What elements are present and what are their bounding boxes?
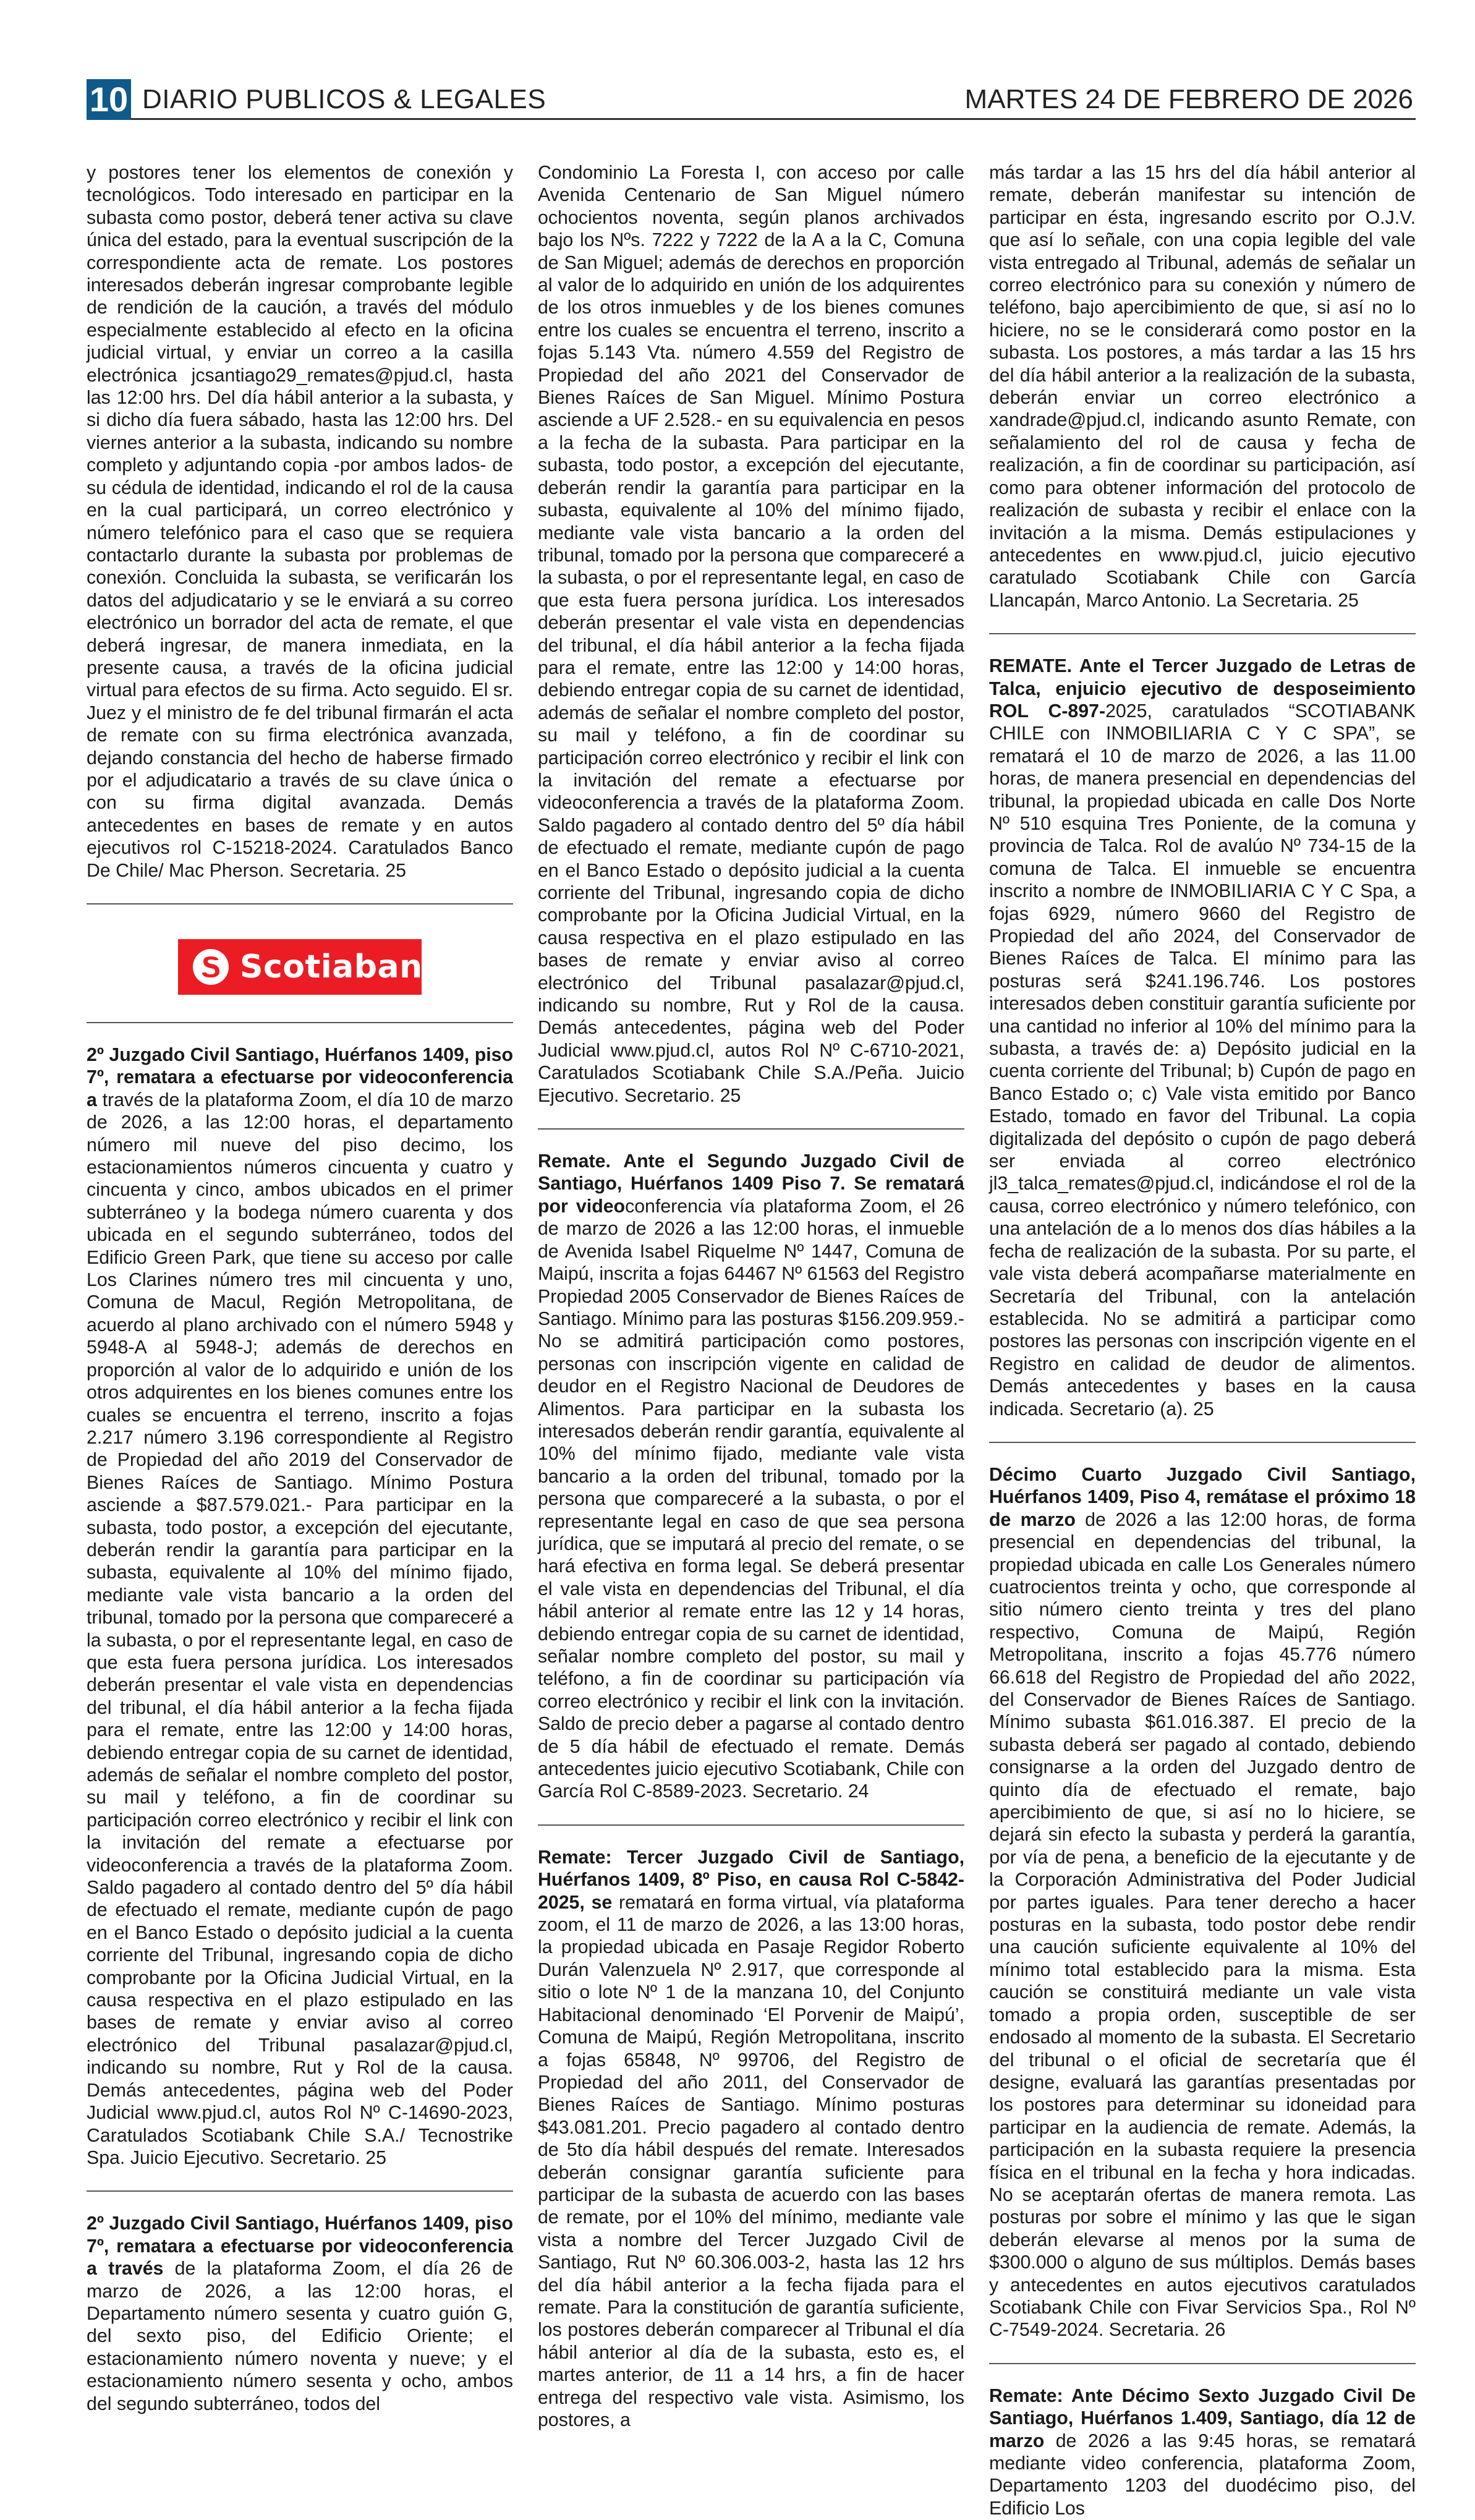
notice-item [87, 2213, 513, 2416]
scotiabank-s-icon [192, 948, 230, 986]
notice-item [989, 655, 1416, 1421]
scotiabank-logo-area [87, 926, 513, 1018]
notice-body: 2025, caratulados “SCOTIABANK CHILE con INMOBILIARIA C Y C SPA”, se rematará el 10 de marzo de 2026, a las 11.00 horas, de manera presencial en dependencias del tribunal, la propiedad ubicada en calle Dos Norte Nº 510 esquina Tres Poniente, de la comuna y provincia de Talca. Rol de avalúo Nº 734-15 de la comuna de Talca. El inmueble se encuentra inscrito a nombre de INMOBILIARIA C Y C Spa, a fojas 6929, número 9660 del Registro de Propiedad del año 2024, del Conservador de Bienes Raíces de Talca. El mínimo para las posturas será $241.196.746. Los postores interesados deben constituir garantía suficiente por una cantidad no inferior al 10% del mínimo para la subasta, a través de: a) Depósito judicial en la cuenta corriente del Tribunal; b) Cupón de pago en Banco Estado o; c) Vale vista emitido por Banco Estado, tomado en favor del Tribunal. La copia digitalizada del depósito o cupón de pago deberá ser enviada al correo electrónico jl3_talca_remates@pjud.cl, indicándose el rol de la causa, correo electrónico y número telefónico, con una antelación de a lo menos dos días hábiles a la fecha de realización de la subasta. Por su parte, el vale vista deberá acompañarse materialmente en Secretaría del Tribunal, con la antelación establecida. No se admitirá a participar como postores las personas con inscripción vigente en el Registro en calidad de deudor de alimentos. Demás antecedentes y bases en la causa indicada. Secretario (a). 25 [989, 700, 1416, 1420]
notice-divider [538, 1128, 964, 1130]
notice-body: conferencia vía plataforma Zoom, el 26 de marzo de 2026 a las 12:00 horas, el inmueble de Avenida Isabel Riquelme Nº 1447, Comuna de Maipú, inscrita a fojas 64467 Nº 61563 del Registro Propiedad 2005 Conservador de Bienes Raíces de Santiago. Mínimo para las posturas $156.209.959.- No se admitirá participación como postores, personas con inscripción vigente en calidad de deudor en el Registro Nacional de Deudores de Alimentos. Para participar en la subasta los interesados deberán rendir garantía, equivalente al 10% del mínimo fijado, mediante vale vista bancario a la orden del tribunal, tomado por la persona que compareceré a la subasta, o por el representante legal en caso de que sea persona jurídica, que se imputará al precio del remate, o se hará efectiva en forma legal. Se deberá presentar el vale vista en dependencias del Tribunal, el día hábil anterior al remate entre las 12 y 14 horas, debiendo entregar copia de su carnet de identidad, señalar nombre completo del postor, su mail y teléfono, a fin de coordinar su participación vía correo electrónico y recibir el link con la invitación. Saldo de precio deber a pagarse al contado dentro de 5 día hábil de efectuado el remate. Demás antecedentes juicio ejecutivo Scotiabank, Chile con García Rol C-8589-2023. Secretario. 24 [538, 1196, 964, 1802]
notice-heading: REMATE. Ante el Tercer Juzgado de Letras de Talca, enjuicio ejecutivo de desposeimiento ROL C-897- [989, 656, 1416, 722]
notice-divider [989, 633, 1416, 634]
notice-item [989, 2385, 1416, 2520]
notice-heading: Décimo Cuarto Juzgado Civil Santiago, Huérfanos 1409, Piso 4, remátase el próximo 18 de marzo [989, 1464, 1416, 1530]
notice-divider [989, 2363, 1416, 2364]
notice-body: rematará en forma virtual, vía plataforma zoom, el 11 de marzo de 2026, a las 13:00 horas, la propiedad ubicada en Pasaje Regidor Roberto Durán Valenzuela Nº 2.917, que corresponde al sitio o lote Nº 1 de la manzana 10, del Conjunto Habitacional denominado ‘El Porvenir de Maipú’, Comuna de Maipú, Región Metropolitana, inscrito a fojas 65848, Nº 99706, del Registro de Propiedad del año 2011, del Conservador de Bienes Raíces de Santiago. Mínimo posturas $43.081.201. Precio pagadero al contado dentro de 5to día hábil después del remate. Interesados deberán consignar garantía suficiente para participar de la subasta de acuerdo con las bases de remate, por el 10% del mínimo, mediante vale vista a nombre del Tercer Juzgado Civil de Santiago, Rut Nº 60.306.003-2, hasta las 12 hrs del día hábil anterior a la fecha fijada para el remate. Para la constitución de garantía suficiente, los postores deberán comparecer al Tribunal el día hábil anterior al día de la subasta, esto es, el martes anterior, de 11 a 14 hrs, a fin de hacer entrega del respectivo vale vista. Asimismo, los postores, a [538, 1892, 965, 2430]
notice-divider [989, 1442, 1416, 1443]
notice-heading: Remate: Ante Décimo Sexto Juzgado Civil De Santiago, Huérfanos 1.409, Santiago, día 12 de marzo [989, 2385, 1416, 2451]
notice-continuation: más tardar a las 15 hrs del día hábil anterior al remate, deberán manifestar su intención de participar en ésta, ingresando escrito por O.J.V. que así lo señale, con una copia legible del vale vista entregado al Tribunal, además de señalar un correo electrónico para su conexión y número de teléfono, bajo apercibimiento de que, si así no lo hiciere, no se le considerará como postor en la subasta. Los postores, a más tardar a las 15 hrs del día hábil anterior a la realización de la subasta, deberán enviar un correo electrónico a xandrade@pjud.cl, indicando asunto Remate, con señalamiento del rol de causa y fecha de realización, a fin de coordinar su participación, así como para obtener información del protocolo de realización de subasta y recibir el enlace con la invitación a la misma. Demás estipulaciones y antecedentes en www.pjud.cl, juicio ejecutivo caratulado Scotiabank Chile con García Llancapán, Marco Antonio. La Secretaria. 25 [989, 163, 1416, 611]
notice-heading: Remate: Tercer Juzgado Civil de Santiago, Huérfanos 1409, 8º Piso, en causa Rol C-5842-2025, se [538, 1847, 964, 1913]
logo-wordmark: Scotiabank [240, 948, 444, 985]
notice-heading: Remate. Ante el Segundo Juzgado Civil de Santiago, Huérfanos 1409 Piso 7. Se rematará por video [538, 1151, 964, 1217]
notice-body: de 2026 a las 12:00 horas, de forma presencial en dependencias del tribunal, la propiedad ubicada en calle Los Generales número cuatrocientos treinta y ocho, que corresponde al sitio número ciento treinta y tres del plano respectivo, Comuna de Maipú, Región Metropolitana, inscrito a fojas 45.776 número 66.618 del Registro de Propiedad del año 2022, del Conservador de Bienes Raíces de Santiago. Mínimo subasta $61.016.387. El precio de la subasta deberá ser pagado al contado, debiendo consignarse a la orden del Juzgado dentro de quinto día de efectuado el remate, bajo apercibimiento de que, si así no lo hiciere, se dejará sin efecto la subasta y perderá la garantía, por vía de pena, a beneficio de la ejecutante y de la Corporación Administrativa del Poder Judicial por partes iguales. Para tener derecho a hacer posturas en la subasta, todo postor debe rendir una caución suficiente equivalente al 10% del mínimo total establecido para la misma. Esta caución se constituirá mediante un vale vista tomado a propia orden, susceptible de ser endosado al momento de la subasta. El Secretario del tribunal o el oficial de secretaría que él designe, evaluará las garantías presentadas por los postores para determinar su idoneidad para participar en la audiencia de remate. Además, la participación en la subasta requiere la presencia física en el tribunal en la fecha y hora indicadas. No se aceptarán ofertas de manera remota. Las posturas por sobre el mínimo y las que le sigan deberán elevarse al menos por la suma de $300.000 o alguno de sus múltiplos. Demás bases y antecedentes en autos ejecutivos caratulados Scotiabank Chile con Fivar Servicios Spa., Rol Nº C-7549-2024. Secretaria. 26 [989, 1509, 1416, 2341]
notice-item [538, 1151, 964, 1803]
notice-body: de la plataforma Zoom, el día 26 de marzo de 2026, a las 12:00 horas, el Departamento número sesenta y cuatro guión G, del sexto piso, del Edificio Oriente; el estacionamiento número noventa y nueve; y el estacionamiento número sesenta y ocho, ambos del segundo subterráneo, todos del [87, 2258, 513, 2414]
notice-divider [538, 1824, 964, 1826]
notice-body: de 2026 a las 9:45 horas, se rematará mediante video conferencia, plataforma Zoom, Departamento 1203 del duodécimo piso, del Edificio Los [989, 2430, 1416, 2519]
publication-name: DIARIO PUBLICOS & LEGALES [142, 84, 546, 114]
notice-divider [87, 1022, 513, 1023]
notice-body: través de la plataforma Zoom, el día 10 de marzo de 2026, a las 12:00 horas, el departamento número mil nueve del piso decimo, los estacionamientos números cincuenta y cuatro y cincuenta y cinco, ambos ubicados en el primer subterráneo y la bodega número cuarenta y dos ubicada en el segundo subterráneo, todos del Edificio Green Park, que tiene su acceso por calle Los Clarines número tres mil cincuenta y uno, Comuna de Macul, Región Metropolitana, de acuerdo al plano archivado con el número 5948 y 5948-A al 5948-J; además de derechos en proporción al valor de lo adquirido e unión de los otros adquirentes en los bienes comunes entre los cuales se encuentra el terreno, inscrito a fojas 2.217 número 3.196 correspondiente al Registro de Propiedad del año 2019 del Conservador de Bienes Raíces de Santiago. Mínimo Postura asciende a $87.579.021.- Para participar en la subasta, todo postor, a excepción del ejecutante, deberán rendir la garantía para participar en la subasta, equivalente al 10% del mínimo fijado, mediante vale vista bancario a la orden del tribunal, tomado por la persona que compareceré a la subasta, o por el representante legal, en caso de que esta fuera persona jurídica. Los interesados deberán presentar el vale vista en dependencias del tribunal, el día hábil anterior a la fecha fijada para el remate, entre las 12:00 y 14:00 horas, debiendo entregar copia de su carnet de identidad, además de señalar el nombre completo del postor, su mail y teléfono, a fin de coordinar su participación correo electrónico y recibir el link con la invitación del remate a efectuarse por videoconferencia a través de la plataforma Zoom. Saldo pagadero al contado dentro del 5º día hábil de efectuado el remate, mediante cupón de pago en el Banco Estado o depósito judicial a la cuenta corriente del Tribunal, ingresando copia de dicho comprobante por la Oficina Judicial Virtual, en la causa respectiva en el plazo estipulado en las bases de remate y enviar aviso al correo electrónico del Tribunal pasalazar@pjud.cl, indicando su nombre, Rut y Rol de la causa. Demás antecedentes, página web del Poder Judicial www.pjud.cl, autos Rol Nº C-14690-2023, Caratulados Scotiabank Chile S.A./ Tecnostrike Spa. Juicio Ejecutivo. Secretario. 25 [87, 1089, 513, 2168]
notice-heading: 2º Juzgado Civil Santiago, Huérfanos 1409, piso 7º, rematara a efectuarse por videoconferencia a [87, 1045, 513, 1110]
page-header [87, 75, 1416, 120]
column-2 [538, 162, 965, 2430]
publication-date: MARTES 24 DE FEBRERO DE 2026 [964, 84, 1413, 114]
notice-heading: 2º Juzgado Civil Santiago, Huérfanos 1409, piso 7º, rematara a efectuarse por videoconferencia a través [87, 2213, 513, 2279]
notice-divider [87, 2190, 513, 2192]
scotiabank-logo [178, 939, 444, 995]
notice-item [538, 1847, 964, 2432]
column-1 [87, 162, 513, 2414]
header-rule [131, 118, 1416, 120]
notice-continuation: Condominio La Foresta I, con acceso por calle Avenida Centenario de San Miguel número ochocientos noventa, según planos archivados bajo los Nºs. 7222 y 7222 de la A a la C, Comuna de San Miguel; además de derechos en proporción al valor de lo adquirido en unión de los adquirentes de los otros inmuebles y de los bienes comunes entre los cuales se encuentra el terreno, inscrito a fojas 5.143 Vta. número 4.559 del Registro de Propiedad del año 2021 del Conservador de Bienes Raíces de San Miguel. Mínimo Postura asciende a UF 2.528.- en su equivalencia en pesos a la fecha de la subasta. Para participar en la subasta, todo postor, a excepción del ejecutante, deberán rendir la garantía para participar en la subasta, equivalente al 10% del mínimo fijado, mediante vale vista bancario a la orden del tribunal, tomado por la persona que compareceré a la subasta, o por el representante legal, en caso de que esta fuera persona jurídica. Los interesados deberán presentar el vale vista en dependencias del tribunal, el día hábil anterior a la fecha fijada para el remate, entre las 12:00 y 14:00 horas, debiendo entregar copia de su carnet de identidad, además de señalar el nombre completo del postor, su mail y teléfono, a fin de coordinar su participación correo electrónico y recibir el link con la invitación del remate a efectuarse por videoconferencia a través de la plataforma Zoom. Saldo pagadero al contado dentro del 5º día hábil de efectuado el remate, mediante cupón de pago en el Banco Estado o depósito judicial a la cuenta corriente del Tribunal, ingresando copia de dicho comprobante por la Oficina Judicial Virtual, en la causa respectiva en el plazo estipulado en las bases de remate y enviar aviso al correo electrónico del Tribunal pasalazar@pjud.cl, indicando su nombre, Rut y Rol de la causa. Demás antecedentes, página web del Poder Judicial www.pjud.cl, autos Rol Nº C-6710-2021, Caratulados Scotiabank Chile S.A./Peña. Juicio Ejecutivo. Secretario. 25 [538, 163, 964, 1106]
notice-continuation: y postores tener los elementos de conexión y tecnológicos. Todo interesado en participar en la subasta como postor, deberá tener activa su clave única del estado, para la eventual suscripción de la correspondiente acta de remate. Los postores interesados deberán ingresar comprobante legible de rendición de la caución, a través del módulo especialmente establecido al efecto en la oficina judicial virtual, y enviar un correo a la casilla electrónica jcsantiago29_remates@pjud.cl, hasta las 12:00 hrs. Del día hábil anterior a la subasta, y si dicho día fuera sábado, hasta las 12:00 hrs. Del viernes anterior a la subasta, indicando su nombre completo y adjuntando copia -por ambos lados- de su cédula de identidad, indicando el rol de la causa en la cual participará, un correo electrónico y número telefónico para el caso que se requiera contactarlo durante la subasta por problemas de conexión. Concluida la subasta, se verificarán los datos del adjudicatario y se le enviará a su correo electrónico un borrador del acta de remate, el que deberá ingresar, de manera inmediata, en la presente causa, a través de la oficina judicial virtual para efectos de su firma. Acto seguido. El sr. Juez y el ministro de fe del tribunal firmarán el acta de remate con su firma electrónica avanzada, dejando constancia del hecho de haberse firmado por el adjudicatario a través de su clave única o con su firma digital avanzada. Demás antecedentes en bases de remate y en autos ejecutivos rol C-15218-2024. Caratulados Banco De Chile/ Mac Pherson. Secretaria. 25 [87, 163, 513, 881]
page-number: 10 [87, 79, 131, 120]
column-3 [989, 162, 1416, 2519]
notice-item [989, 1464, 1416, 2342]
notice-item [87, 1044, 513, 2169]
notice-divider [87, 903, 513, 905]
